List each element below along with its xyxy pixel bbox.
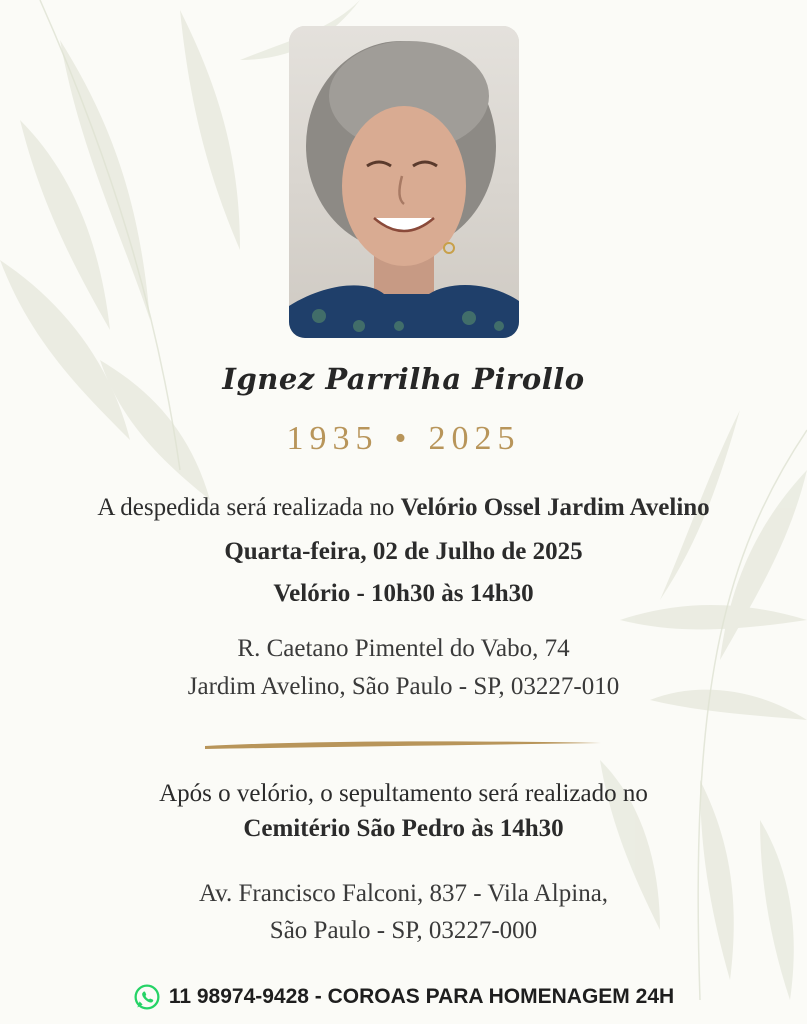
burial-address-line1: Av. Francisco Falconi, 837 - Vila Alpina, <box>198 880 609 907</box>
farewell-venue: Velório Ossel Jardim Avelino <box>400 494 710 521</box>
year-separator: • <box>394 420 413 457</box>
farewell-address-line2: Jardim Avelino, São Paulo - SP, 03227-010 <box>187 673 620 700</box>
portrait-photo <box>289 26 519 338</box>
farewell-address-line1: R. Caetano Pimentel do Vabo, 74 <box>237 635 570 662</box>
burial-place: Cemitério São Pedro às 14h30 <box>243 815 564 842</box>
contact-line[interactable] <box>0 983 807 1011</box>
contact-text: 11 98974-9428 - COROAS PARA HOMENAGEM 24H <box>168 985 675 1008</box>
gold-divider <box>203 737 603 751</box>
death-year: 2025 <box>428 420 521 457</box>
burial-address-line2: São Paulo - SP, 03227-000 <box>269 917 538 944</box>
farewell-sentence <box>0 494 807 522</box>
farewell-time: Velório - 10h30 às 14h30 <box>273 580 534 607</box>
deceased-name: Ignez Parrilha Pirollo <box>222 362 585 396</box>
burial-intro: Após o velório, o sepultamento será realizado no <box>159 780 648 807</box>
whatsapp-icon <box>133 983 161 1011</box>
farewell-date: Quarta-feira, 02 de Julho de 2025 <box>224 538 583 565</box>
life-years <box>0 420 807 458</box>
birth-year: 1935 <box>286 420 379 457</box>
farewell-intro: A despedida será realizada no <box>97 494 401 521</box>
